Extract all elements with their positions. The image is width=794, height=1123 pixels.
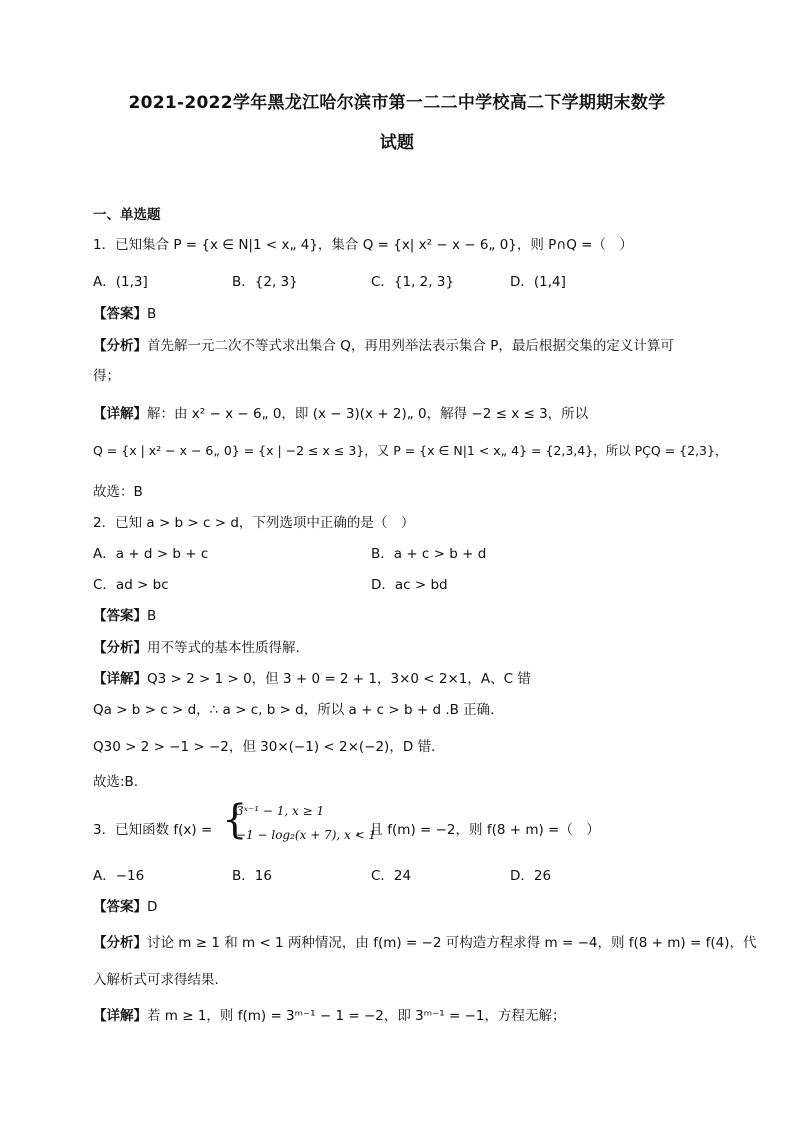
q2-option-a: A．a + d > b + c [93,546,209,562]
q3-option-c: C．24 [371,868,412,884]
q3-option-b: B．16 [232,868,272,884]
q3-stem-pre: 3．已知函数 f(x) = [93,822,213,838]
q2-analysis [93,636,300,656]
detail-tag: 【详解】 [93,671,147,687]
q1-detail [93,402,588,422]
q3-answer [93,895,157,915]
analysis-text: 讨论 m ≥ 1 和 m < 1 两种情况，由 f(m) = −2 可构造方程求得 m = −4，则 f(8 + m) = f(4)，代 [147,935,757,951]
q2-option-d: D．ac > bd [371,577,448,593]
q1-option-d: D．(1,4] [510,274,566,290]
q1-choose: 故选：B [93,484,143,500]
q3-piece-1: 3ˣ⁻¹ − 1, x ≥ 1 [236,804,325,818]
piecewise-brace: { [222,797,248,843]
q2-detail-3: Q30 > 2 > −1 > −2，但 30×(−1) < 2×(−2)，D 错. [93,739,436,755]
q3-option-d: D．26 [510,868,552,884]
q1-option-a: A．(1,3] [93,274,148,290]
q2-detail [93,667,531,687]
answer-tag: 【答案】 [93,306,147,322]
analysis-text: 用不等式的基本性质得解. [147,640,300,656]
q2-detail-2: Qa > b > c > d，∴ a > c, b > d，所以 a + c > b + d .B 正确. [93,702,495,718]
q3-piece-2: −1 − log₂(x + 7), x < 1 [236,828,377,842]
answer-tag: 【答案】 [93,899,147,915]
detail-text: Q3 > 2 > 1 > 0，但 3 + 0 = 2 + 1，3×0 < 2×1，A、C 错 [147,671,531,687]
detail-tag: 【详解】 [93,406,147,422]
analysis-tag: 【分析】 [93,935,147,951]
q2-option-b: B．a + c > b + d [371,546,487,562]
detail-text: 解：由 x² − x − 6„ 0，即 (x − 3)(x + 2)„ 0，解得 −2 ≤ x ≤ 3，所以 [147,406,589,422]
q3-detail [93,1004,566,1024]
q3-stem-post: ，且 f(m) = −2，则 f(8 + m) =（ ） [356,822,600,838]
analysis-text: 首先解一元二次不等式求出集合 Q，再用列举法表示集合 P，最后根据交集的定义计算可 [147,338,674,354]
q1-analysis [93,334,674,354]
q1-answer [93,302,156,322]
doc-title-line2: 试题 [379,133,415,153]
q3-option-a: A．−16 [93,868,145,884]
q1-detail-cont: Q = {x | x² − x − 6„ 0} = {x | −2 ≤ x ≤ 3}，又 P = {x ∈ N|1 < x„ 4} = {2,3,4}，所以 PÇQ = {2,3}， [93,443,728,458]
detail-tag: 【详解】 [93,1008,147,1024]
q2-option-c: C．ad > bc [93,577,169,593]
q1-option-c: C．{1, 2, 3} [371,274,455,290]
analysis-tag: 【分析】 [93,640,147,656]
q1-analysis-cont: 得； [93,368,120,384]
q2-stem: 2．已知 a > b > c > d，下列选项中正确的是（ ） [93,515,415,531]
q1-option-b: B．{2, 3} [232,274,298,290]
q2-answer [93,604,156,624]
answer-tag: 【答案】 [93,608,147,624]
q3-analysis-cont: 入解析式可求得结果. [93,972,219,988]
answer-value: D [147,899,158,915]
detail-text: 若 m ≥ 1，则 f(m) = 3ᵐ⁻¹ − 1 = −2，即 3ᵐ⁻¹ = −1，方程无解； [147,1008,566,1024]
q1-stem: 1．已知集合 P = {x ∈ N|1 < x„ 4}，集合 Q = {x| x² − x − 6„ 0}，则 P∩Q =（ ） [93,237,633,253]
analysis-tag: 【分析】 [93,338,147,354]
answer-value: B [147,306,157,322]
doc-title-line1: 2021-2022学年黑龙江哈尔滨市第一二二中学校高二下学期期末数学 [128,93,666,113]
answer-value: B [147,608,157,624]
q2-choose: 故选:B. [93,774,139,790]
section-heading: 一、单选题 [93,207,161,223]
q3-analysis [93,931,756,951]
